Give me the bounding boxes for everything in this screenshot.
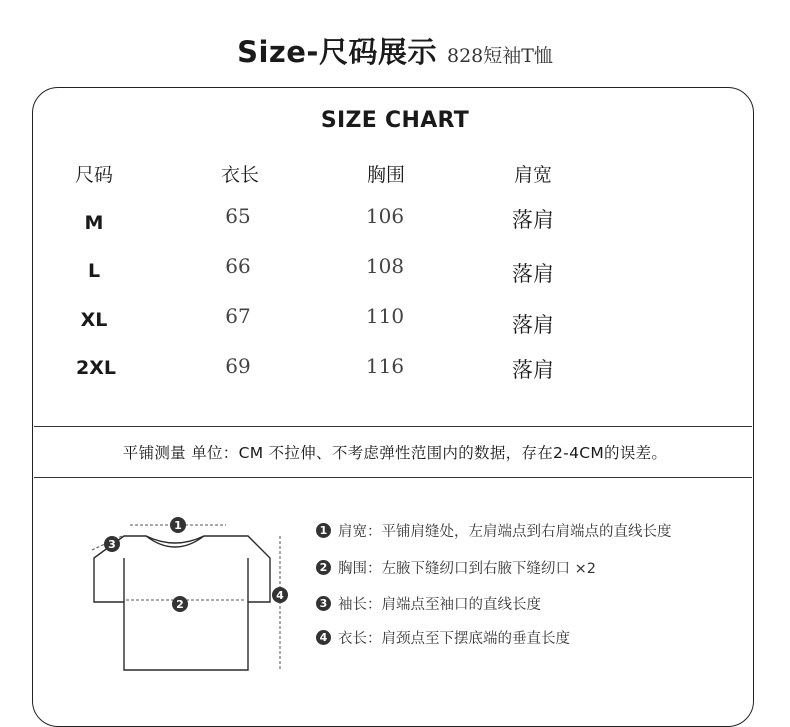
legend-item bbox=[316, 557, 596, 578]
table-row-length: 67 bbox=[225, 304, 251, 328]
legend-number: 2 bbox=[316, 560, 331, 575]
legend-number: 4 bbox=[316, 630, 331, 645]
table-row-size: M bbox=[84, 212, 104, 234]
diagram-label-4: 4 bbox=[276, 589, 284, 602]
divider-bottom bbox=[34, 477, 752, 478]
diagram-label-1: 1 bbox=[174, 519, 182, 532]
col-header-shoulder: 肩宽 bbox=[513, 164, 553, 186]
diagram-label-3: 3 bbox=[108, 538, 116, 551]
legend-text: 衣长：肩颈点至下摆底端的垂直长度 bbox=[338, 631, 570, 647]
table-row-shoulder: 落肩 bbox=[512, 313, 554, 337]
legend-item bbox=[316, 627, 570, 648]
table-row-shoulder: 落肩 bbox=[512, 208, 554, 232]
tshirt-measurement-diagram bbox=[80, 500, 310, 680]
table-row-shoulder: 落肩 bbox=[512, 262, 554, 286]
tshirt-collar bbox=[146, 536, 204, 547]
table-row-chest: 106 bbox=[365, 204, 405, 228]
table-row-length: 66 bbox=[225, 254, 251, 278]
title-sub: 828短袖T恤 bbox=[446, 45, 553, 67]
col-header-length: 衣长 bbox=[220, 164, 260, 186]
table-row-chest: 110 bbox=[365, 304, 405, 328]
size-chart-heading: SIZE CHART bbox=[320, 108, 470, 133]
page-title bbox=[0, 30, 790, 71]
col-header-chest: 胸围 bbox=[366, 164, 406, 186]
table-row-chest: 108 bbox=[365, 254, 405, 278]
table-row-size: L bbox=[87, 260, 101, 282]
legend-number: 1 bbox=[316, 523, 331, 538]
legend-text: 袖长：肩端点至袖口的直线长度 bbox=[338, 597, 541, 613]
table-row-chest: 116 bbox=[365, 354, 405, 378]
table-row-size: XL bbox=[80, 309, 108, 331]
legend-item bbox=[316, 593, 541, 614]
legend-number: 3 bbox=[316, 596, 331, 611]
table-row-shoulder: 落肩 bbox=[512, 358, 554, 382]
legend-text: 胸围：左腋下缝纫口到右腋下缝纫口 ×2 bbox=[338, 561, 596, 577]
legend-item bbox=[316, 520, 672, 541]
table-row-length: 69 bbox=[225, 354, 251, 378]
table-row-size: 2XL bbox=[76, 357, 116, 379]
col-header-size: 尺码 bbox=[74, 164, 114, 186]
diagram-label-2: 2 bbox=[176, 598, 184, 611]
measurement-note: 平铺测量 单位：CM 不拉伸、不考虑弹性范围内的数据，存在2-4CM的误差。 bbox=[122, 444, 668, 462]
title-main: Size-尺码展示 bbox=[237, 35, 437, 69]
table-row-length: 65 bbox=[225, 204, 251, 228]
legend-text: 肩宽：平铺肩缝处，左肩端点到右肩端点的直线长度 bbox=[338, 524, 672, 540]
divider-top bbox=[34, 426, 752, 427]
